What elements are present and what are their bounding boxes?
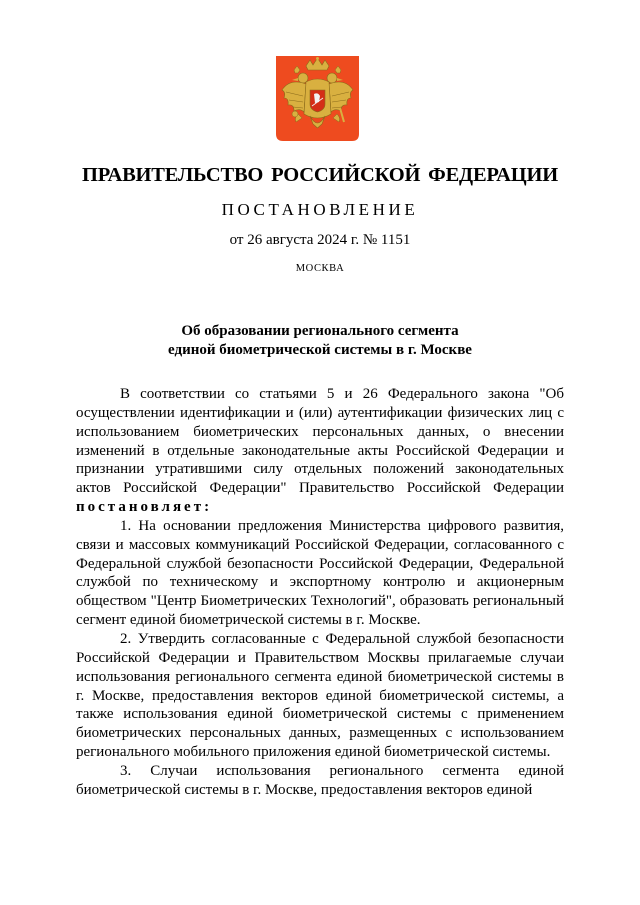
document-type: ПОСТАНОВЛЕНИЕ: [221, 200, 419, 219]
government-title: ПРАВИТЕЛЬСТВО РОССИЙСКОЙ ФЕДЕРАЦИИ: [82, 164, 558, 186]
intro-text: В соответствии со статьями 5 и 26 Федерального закона "Об осуществлении идентификации и (или) аутентификации физических лиц с использованием биометрических персональных данных, о внесении изменений в отдельные законодательные акты Российской Федерации и признании утратившими силу отдельных положений законодательных актов Российской Федерации" Правительство Российской Федерации: [76, 386, 564, 497]
item-2-paragraph: 2. Утвердить согласованные с Федеральной службой безопасности Российской Федерации и Правительством Москвы прилагаемые случаи использования регионального сегмента единой биометрической системы в г. Москве, предоставления векторов единой биометрической системы, а также использования единой биометрической системы с применением биометрических персональных данных, размещенных с использованием регионального мобильного приложения единой биометрической системы.: [76, 630, 564, 761]
document-date-number: от 26 августа 2024 г. № 1151: [229, 232, 411, 248]
document-city: МОСКВА: [295, 263, 345, 274]
document-subject: [0, 322, 640, 360]
item-3-paragraph: 3. Случаи использования регионального сегмента единой биометрической системы в г. Москве, предоставления векторов единой: [76, 762, 564, 798]
decree-word: постановляет:: [76, 499, 213, 516]
item-1-paragraph: 1. На основании предложения Министерства цифрового развития, связи и массовых коммуникаций Российской Федерации, согласованного с Федеральной службой безопасности Российской Федерации, Федеральной службой по техническому и экспортному контролю и акционерным обществом "Центр Биометрических Технологий", образовать региональный сегмент единой биометрической системы в г. Москве.: [76, 517, 564, 629]
russian-coat-of-arms-icon: [276, 56, 359, 141]
intro-paragraph: [76, 385, 564, 517]
subject-line-2: единой биометрической системы в г. Москве: [168, 342, 472, 358]
document-body: [76, 385, 564, 800]
subject-line-1: Об образовании регионального сегмента: [181, 323, 459, 339]
